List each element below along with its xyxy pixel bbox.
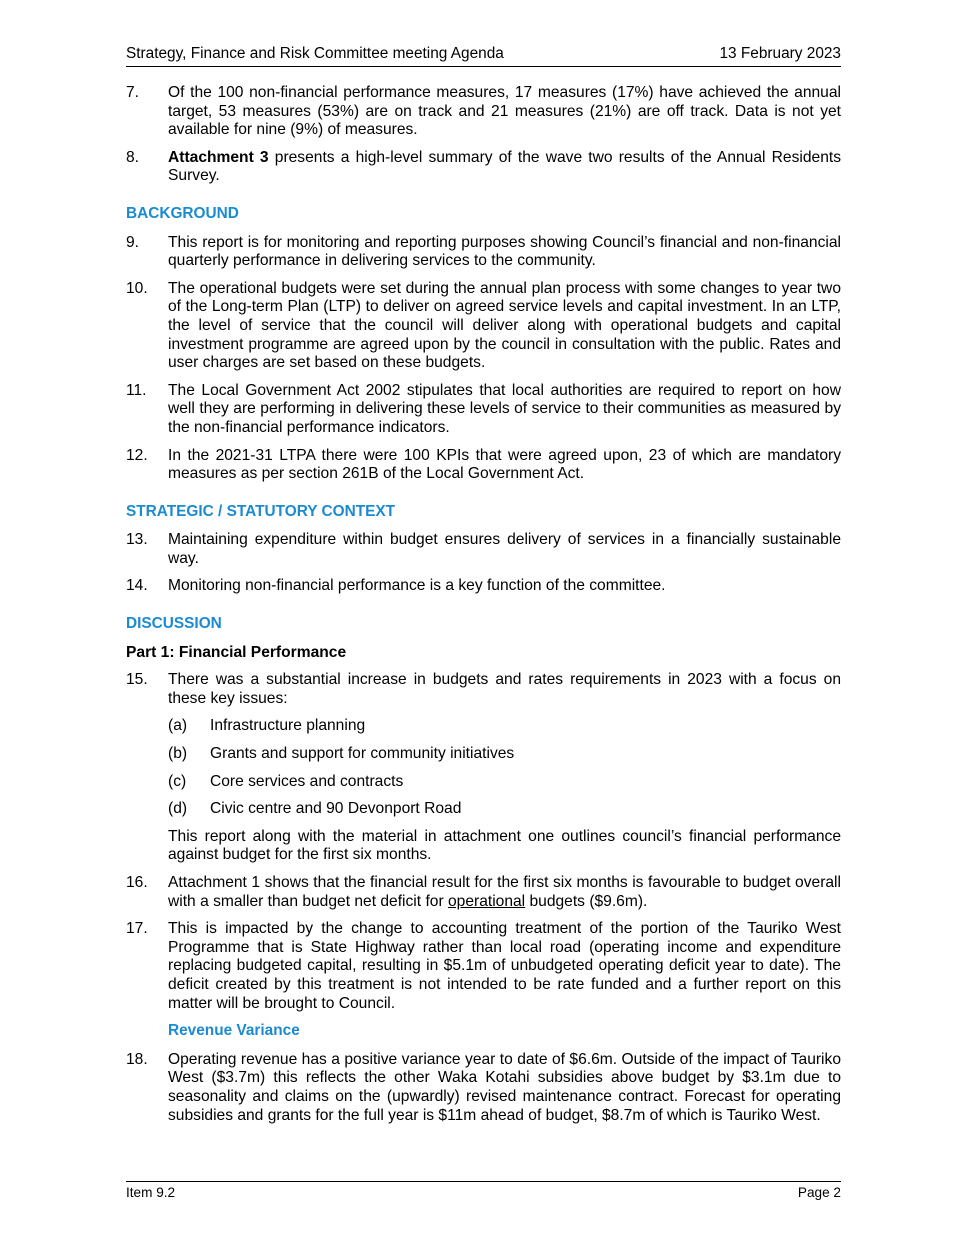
paragraph-14 <box>126 577 841 596</box>
paragraph-text: Monitoring non-financial performance is a key function of the committee. <box>168 577 666 595</box>
paragraph-8 <box>126 149 841 186</box>
paragraph-number: 8. <box>126 148 140 166</box>
paragraph-text: The Local Government Act 2002 stipulates that local authorities are required to report on how well they are performing in delivering these levels of service to their communities as measured by the non-financial performance indicators. <box>168 381 841 436</box>
paragraph-number: 18. <box>126 1050 148 1068</box>
paragraph-text: Maintaining expenditure within budget ensures delivery of services in a financially sustainable way. <box>168 531 841 567</box>
paragraph-16 <box>126 874 841 911</box>
paragraph-7 <box>126 84 841 140</box>
paragraph-text: This is impacted by the change to accounting treatment of the portion of the Tauriko West Programme that is State Highway rather than local road (operating income and expenditure replacing budgeted capital, resulting in $5.1m of unbudgeted operating deficit year to date). The deficit created by this treatment is not intended to be rate funded and a further report on this matter will be brought to Council. <box>168 920 841 1012</box>
subsection-heading-revenue: Revenue Variance <box>168 1022 300 1040</box>
paragraph-text: There was a substantial increase in budgets and rates requirements in 2023 with a focus on these key issues: <box>168 671 841 707</box>
paragraph-12 <box>126 447 841 484</box>
paragraph-11 <box>126 382 841 438</box>
paragraph-text: Of the 100 non-financial performance measures, 17 measures (17%) have achieved the annual target, 53 measures (53%) are on track and 21 measures (21%) are off track. Data is not yet available for nine (9%) of measures. <box>168 84 841 139</box>
page-footer <box>126 1181 841 1202</box>
list-item <box>126 745 841 764</box>
list-item-text: Civic centre and 90 Devonport Road <box>210 800 462 818</box>
document-body <box>126 84 841 1134</box>
list-item <box>126 773 841 792</box>
attachment-reference: Attachment 3 <box>168 148 269 166</box>
section-heading-background: BACKGROUND <box>126 204 239 222</box>
paragraph-number: 10. <box>126 279 148 297</box>
paragraph-number: 7. <box>126 84 140 101</box>
list-item <box>126 717 841 736</box>
paragraph-15 <box>126 671 841 708</box>
list-item-letter: (a) <box>168 717 188 735</box>
paragraph-text <box>168 149 841 186</box>
paragraph-text-before: Attachment 1 shows that the financial result for the first six months is favourable to budget overall with a smaller than budget net deficit for <box>168 874 841 910</box>
paragraph-text <box>168 874 841 911</box>
underlined-word: operational <box>447 892 526 910</box>
paragraph-number: 9. <box>126 233 140 251</box>
part-heading: Part 1: Financial Performance <box>126 643 347 661</box>
header-date: 13 February 2023 <box>719 45 841 62</box>
header-title: Strategy, Finance and Risk Committee meeting Agenda <box>126 45 504 62</box>
page-header <box>126 44 841 67</box>
paragraph-text-rest: presents a high-level summary of the wave two results of the Annual Residents Survey. <box>168 148 841 185</box>
footer-page-number: Page 2 <box>797 1185 841 1200</box>
paragraph-number: 14. <box>126 577 148 595</box>
paragraph-number: 15. <box>126 671 148 689</box>
section-heading-discussion: DISCUSSION <box>126 615 222 633</box>
paragraph-number: 16. <box>126 874 148 891</box>
list-item <box>126 800 841 819</box>
paragraph-18 <box>126 1051 841 1125</box>
footer-item-number: Item 9.2 <box>126 1185 176 1200</box>
list-item-text: Core services and contracts <box>210 772 404 790</box>
paragraph-number: 11. <box>126 381 147 399</box>
list-item-letter: (d) <box>168 800 188 818</box>
paragraph-text: In the 2021-31 LTPA there were 100 KPIs that were agreed upon, 23 of which are mandatory measures as per section 261B of the Local Government Act. <box>168 446 841 483</box>
paragraph-number: 13. <box>126 531 148 549</box>
list-item-letter: (b) <box>168 745 188 763</box>
list-item-text: Grants and support for community initiatives <box>210 745 515 763</box>
paragraph-text: Operating revenue has a positive variance year to date of $6.6m. Outside of the impact of Tauriko West ($3.7m) this reflects the other Waka Kotahi subsidies above budget by $3.1m due to seasonality and claims on the (upwardly) revised maintenance contract. Forecast for operating subsidies and grants for the full year is $11m ahead of budget, $8.7m of which is Tauriko West. <box>168 1050 841 1124</box>
paragraph-13 <box>126 531 841 568</box>
paragraph-15-continuation: This report along with the material in attachment one outlines council’s financial performance against budget for the first six months. <box>168 827 841 864</box>
paragraph-text: The operational budgets were set during the annual plan process with some changes to year two of the Long-term Plan (LTP) to deliver on agreed service levels and capital investment. In an LTP, the level of service that the council will deliver along with operational budgets and capital investment programme are agreed upon by the council in consultation with the public. Rates and user charges are set based on these budgets. <box>168 279 841 372</box>
list-item-text: Infrastructure planning <box>210 717 366 735</box>
list-item-letter: (c) <box>168 772 187 790</box>
paragraph-10 <box>126 280 841 373</box>
paragraph-text-after: budgets ($9.6m). <box>525 892 648 910</box>
paragraph-text: This report is for monitoring and reporting purposes showing Council’s financial and non-financial quarterly performance in delivering services to the community. <box>168 233 841 270</box>
paragraph-number: 12. <box>126 446 148 464</box>
paragraph-17 <box>126 920 841 1013</box>
paragraph-number: 17. <box>126 920 148 938</box>
section-heading-strategic: STRATEGIC / STATUTORY CONTEXT <box>126 502 396 520</box>
paragraph-9 <box>126 234 841 271</box>
